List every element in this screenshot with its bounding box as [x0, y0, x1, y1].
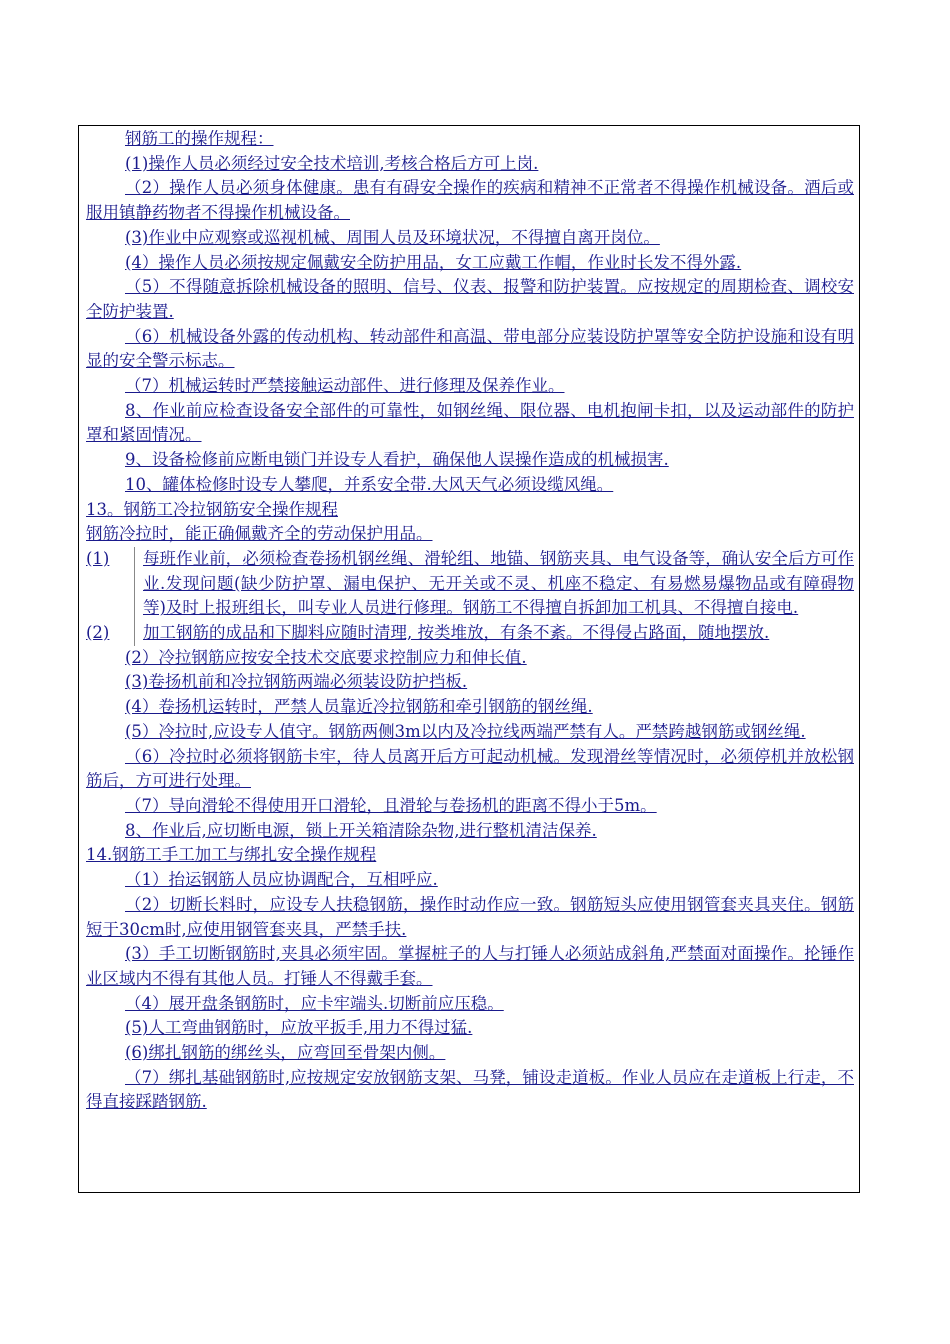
- section-13-item: （7）导向滑轮不得使用开口滑轮，且滑轮与卷扬机的距离不得小于5m。: [125, 795, 657, 815]
- document-body: [86, 127, 854, 1115]
- section-13-item: 8、作业后,应切断电源，锁上开关箱清除杂物,进行整机清洁保养.: [125, 820, 597, 840]
- section-14-item: (3）手工切断钢筋时,夹具必须牢固。掌握桩子的人与打锤人必须站成斜角,严禁面对面操作。抡锤作业区域内不得有其他人员。打锤人不得戴手套。: [86, 944, 854, 988]
- section-14-heading: 14.钢筋工手工加工与绑扎安全操作规程: [86, 845, 377, 865]
- section-13-item: (3)卷扬机前和冷拉钢筋两端必须装设防护挡板.: [125, 672, 468, 692]
- numbered-item: [86, 547, 854, 621]
- numbered-item: [86, 621, 854, 646]
- section-12-item: （6）机械设备外露的传动机构、转动部件和高温、带电部分应装设防护罩等安全防护设施和设有明显的安全警示标志。: [86, 326, 854, 371]
- section-12-item: 9、设备检修前应断电锁门并设专人看护，确保他人误操作造成的机械损害.: [125, 450, 669, 470]
- section-12-item: （5）不得随意拆除机械设备的照明、信号、仪表、报警和防护装置。应按规定的周期检查、调校安全防护装置.: [86, 277, 854, 321]
- item-number: (1): [86, 548, 110, 568]
- section-12-item: 10、罐体检修时设专人攀爬，并系安全带.大风天气必须设缆风绳。: [125, 474, 614, 494]
- section-13-item: （6）冷拉时必须将钢筋卡牢，待人员离开后方可起动机械。发现滑丝等情况时，必须停机并放松钢筋后，方可进行处理。: [86, 746, 854, 791]
- section-13-item: (5）冷拉时,应设专人值守。钢筋两侧3m以内及冷拉线两端严禁有人。严禁跨越钢筋或钢丝绳.: [125, 721, 806, 741]
- section-14-item: （7）绑扎基础钢筋时,应按规定安放钢筋支架、马凳，铺设走道板。作业人员应在走道板上行走，不得直接踩踏钢筋.: [86, 1067, 854, 1112]
- item-text: 加工钢筋的成品和下脚料应随时清理, 按类堆放，有条不紊。不得侵占路面，随地摆放.: [134, 621, 854, 646]
- section-13-item: (2）冷拉钢筋应按安全技术交底要求控制应力和伸长值.: [125, 647, 527, 667]
- section-12-heading: 钢筋工的操作规程：: [125, 129, 274, 148]
- item-number: (2): [86, 623, 110, 643]
- section-14-item: (6)绑扎钢筋的绑丝头，应弯回至骨架内侧。: [125, 1043, 446, 1063]
- section-12-item: (3)作业中应观察或巡视机械、周围人员及环境状况，不得擅自离开岗位。: [125, 227, 660, 247]
- section-14-item: （4）展开盘条钢筋时，应卡牢端头.切断前应压稳。: [125, 993, 504, 1013]
- section-12-item: （2）操作人员必须身体健康。患有有碍安全操作的疾病和精神不正常者不得操作机械设备。酒后或服用镇静药物者不得操作机械设备。: [86, 178, 854, 223]
- section-12-item: (4）操作人员必须按规定佩戴安全防护用品，女工应戴工作帽，作业时长发不得外露.: [125, 252, 742, 272]
- section-12-item: 8、作业前应检查设备安全部件的可靠性，如钢丝绳、限位器、电机抱闸卡扣，以及运动部件的防护罩和紧固情况。: [86, 400, 854, 445]
- section-13-heading: 13。钢筋工冷拉钢筋安全操作规程: [86, 499, 338, 519]
- section-12-item: （7）机械运转时严禁接触运动部件、进行修理及保养作业。: [125, 376, 565, 396]
- item-text: 每班作业前，必须检查卷扬机钢丝绳、滑轮组、地锚、钢筋夹具、电气设备等，确认安全后方可作业.发现问题(缺少防护罩、漏电保护、无开关或不灵、机座不稳定、有易燃易爆物品或有障碍物等)及时上报班组长，叫专业人员进行修理。钢筋工不得擅自拆卸加工机具、不得擅自接电.: [134, 547, 854, 621]
- section-13-item: (4）卷扬机运转时，严禁人员靠近冷拉钢筋和牵引钢筋的钢丝绳.: [125, 697, 593, 717]
- section-14-item: (5)人工弯曲钢筋时，应放平扳手,用力不得过猛.: [125, 1018, 473, 1038]
- section-12-item: (1)操作人员必须经过安全技术培训,考核合格后方可上岗.: [125, 153, 539, 173]
- section-13-intro: 钢筋冷拉时，能正确佩戴齐全的劳动保护用品。: [86, 524, 433, 544]
- section-14-item: （2）切断长料时，应设专人扶稳钢筋，操作时动作应一致。钢筋短头应使用钢管套夹具夹住。钢筋短于30cm时,应使用钢管套夹具，严禁手扶.: [86, 894, 854, 939]
- section-14-item: （1）抬运钢筋人员应协调配合，互相呼应.: [125, 870, 438, 890]
